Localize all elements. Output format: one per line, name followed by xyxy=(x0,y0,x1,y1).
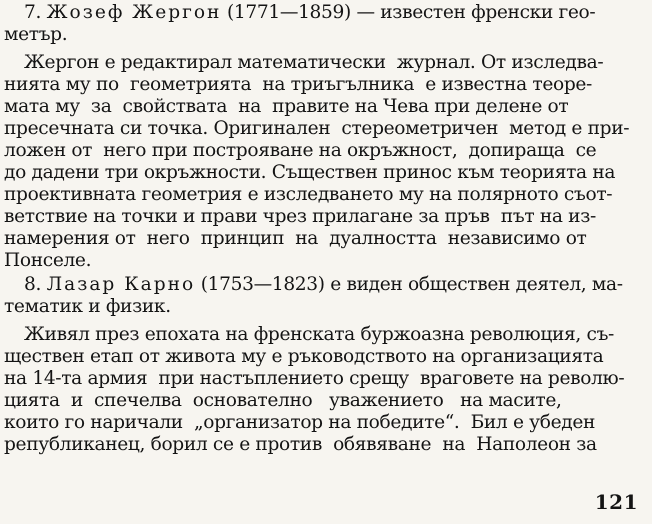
entry-8-body-line: републиканец, борил се е против обявяване на Наполеон за xyxy=(4,434,597,455)
entry-8-heading-line-1 xyxy=(24,274,623,296)
entry-7-number: 7. xyxy=(24,2,47,23)
entry-8-heading-rest: (1753—1823) е виден обществен деятел, ма- xyxy=(195,274,623,295)
entry-7-body-line: ветствие на точки и прави чрез прилагане за пръв път на из- xyxy=(4,206,596,227)
entry-8-heading-line-2: тематик и физик. xyxy=(4,296,171,317)
entry-8-body-line: на 14-та армия при настъплението срещу враговете на револю- xyxy=(4,368,625,389)
entry-7-heading-line-2: метър. xyxy=(4,24,68,45)
entry-8-body-line: цията и спечелва основателно уважението на масите, xyxy=(4,390,562,411)
entry-8-body-line: Живял през епохата на френската буржоазна революция, съ- xyxy=(24,324,614,345)
entry-7-body-line: проективната геометрия е изследването му на полярното съот- xyxy=(4,184,613,205)
entry-8-number: 8. xyxy=(24,274,47,295)
entry-7-body-line: до дадени три окръжности. Съществен принос към теорията на xyxy=(4,162,616,183)
entry-7-heading-rest: (1771—1859) — известен френски гео- xyxy=(221,2,596,23)
entry-7-body-line: намерения от него принцип на дуалността независимо от xyxy=(4,228,587,249)
entry-7-body-line: Жергон е редактирал математически журнал. От изследва- xyxy=(24,52,604,73)
entry-7-body-line: нията му по геометрията на триъгълника е известна теоре- xyxy=(4,74,592,95)
entry-8-body-line: ществен етап от живота му е ръководството на организацията xyxy=(4,346,604,367)
entry-7-body-line: ложен от него при построяване на окръжност, допираща се xyxy=(4,140,597,161)
entry-7-heading-line-1 xyxy=(24,2,595,24)
entry-7-body-line: мата му за свойствата на правите на Чева при делене от xyxy=(4,96,569,117)
entry-8-body-line: които го наричали „организатор на победите“. Бил е убеден xyxy=(4,412,596,433)
entry-7-body-line: Понселе. xyxy=(4,250,92,271)
entry-8-name: Лазар Карно xyxy=(46,274,196,295)
entry-7-body-line: пресечната си точка. Оригинален стереометричен метод е при- xyxy=(4,118,630,139)
page-number: 121 xyxy=(594,490,638,514)
entry-7-name: Жозеф Жергон xyxy=(46,2,222,23)
